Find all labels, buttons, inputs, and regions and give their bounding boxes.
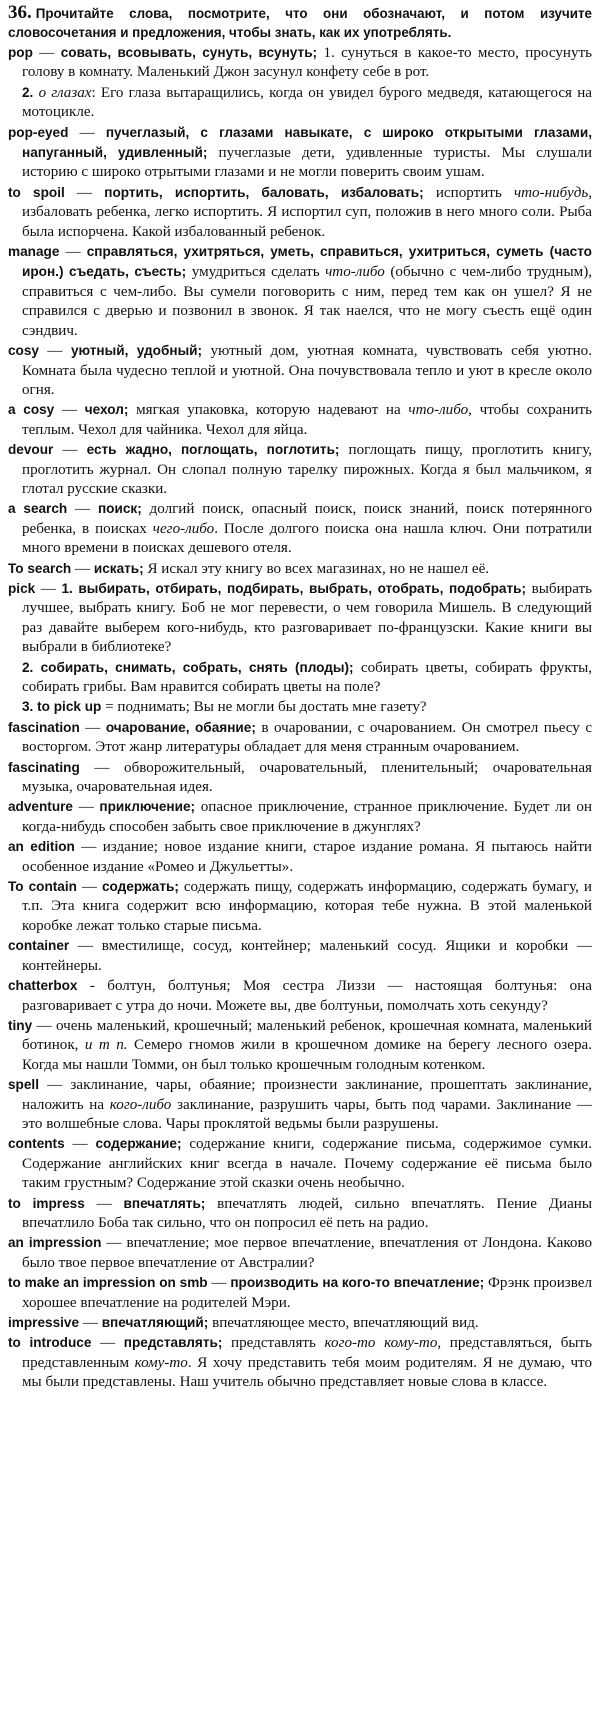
vocabulary-entry: chatterbox - болтун, болтунья; Моя сестра Лиззи — настоящая болтунья: она разговаривает с утра до ночи. Можете вы, две болтуньи, помолчать хоть секунду? [8, 978, 593, 1014]
vocabulary-entry: tiny — очень маленький, крошечный; маленький ребенок, крошечная комната, маленький ботинок, и т п. Семеро гномов жили в крошечном домике на берегу лесного озера. Когда мы нашли Томми, он был только крошечным голодным котенком. [8, 1017, 592, 1073]
example-text: (обычно с чем-либо трудным), справиться с чем-либо. Вы сумели поговорить с ним, перед тем как он ушел? Я не справился с дверью и позвонил в звонок. Я так наелся, что не могу съесть ещё один сэндвич. [22, 264, 592, 339]
vocabulary-entry: a search — поиск; долгий поиск, опасный поиск, поиск знаний, поиск потерянного ребенка, в поисках чего-либо. После долгого поиска она нашла ключ. Они потратили много времени в поисках дешевого отеля. [8, 501, 593, 557]
vocabulary-entry: an impression — впечатление; мое первое впечатление, впечатления от Лондона. Каково было твое первое впечатление от Австралии? [8, 1235, 593, 1271]
headword: adventure [8, 799, 73, 815]
vocabulary-entry: manage — справляться, ухитряться, уметь, справиться, ухитриться, суметь (часто ирон.) съедать, съесть; умудриться сделать что-либо (обычно с чем-либо трудным), справиться с чем-либо. Вы сумели поговорить с ним, перед тем как он ушел? Я не справился с дверью и позвонил в звонок. Я так наелся, что не могу съесть ещё один сэндвич. [8, 244, 592, 339]
example-text: кому-то [134, 1354, 188, 1371]
vocabulary-entry: fascination — очарование, обаяние; в очаровании, с очарованием. Он смотрел пьесу с восторгом. Этот жанр литературы обладает для меня странным очарованием. [8, 719, 593, 756]
example-text: . Я хочу представить тебя моим родителям. Я не думаю, что мы были представлены. Наш учитель обычно представляет новые слова в классе. [22, 1354, 592, 1391]
example-text: чего-либо [152, 520, 215, 537]
vocabulary-entry: impressive — впечатляющий; впечатляющее место, впечатляющий вид. [8, 1315, 479, 1331]
definition: пучеглазый, с глазами навыкате, с широко открытыми глазами, напуганный, удивленный; [22, 124, 592, 161]
example-text: что-либо [325, 264, 385, 281]
example-text: умудриться сделать [191, 264, 326, 281]
example-text: мягкая упаковка, которую надевают на [136, 402, 409, 419]
headword: to impress [8, 1195, 85, 1211]
headword: contents [8, 1136, 65, 1152]
definition: поиск; [97, 501, 142, 517]
example-text: заклинание, чары, обаяние; произнести заклинание, прошептать заклинание, наложить на [22, 1077, 593, 1113]
definition: искать; [93, 560, 144, 576]
definition: представлять; [123, 1335, 223, 1351]
examples [22, 1235, 592, 1270]
headword: devour [8, 442, 54, 458]
example-text: очень маленький, крошечный; маленький ребенок, крошечная комната, маленький ботинок, [22, 1017, 592, 1054]
vocabulary-entry: adventure — приключение; опасное приключение, странное приключение. Будет ли он когда-нибудь способен забыть свое приключение в джунглях? [8, 799, 593, 835]
vocabulary-entry: a cosy — чехол; мягкая упаковка, которую надевают на что-либо, чтобы сохранить теплым. Чехол для чайника. Чехол для яйца. [8, 402, 592, 438]
examples [22, 1077, 592, 1132]
definition: совать, всовывать, сунуть, всунуть; [60, 45, 318, 60]
headword: pop [8, 45, 33, 60]
definition: портить, испортить, баловать, избаловать; [104, 184, 424, 200]
examples [22, 760, 592, 795]
example-text: и т п. [84, 1037, 128, 1054]
definition: впечатлять; [123, 1195, 206, 1211]
definition: очарование, обаяние; [105, 719, 256, 735]
vocabulary-entry: to impress — впечатлять; впечатлять людей, сильно впечатлять. Пение Дианы впечатлило Боба так сильно, что он попросил её петь на радио. [8, 1195, 592, 1231]
example-text: : Его глаза вытаращились, когда он увидел бурого медведя, катающегося на мотоцикле. [22, 84, 592, 121]
definition: приключение; [99, 799, 196, 815]
example-text: представлять [231, 1335, 325, 1352]
definition: справляться, ухитряться, уметь, справиться, ухитриться, суметь (часто ирон.) съедать, съесть; [22, 244, 592, 280]
headword: tiny [8, 1017, 33, 1033]
headword: an impression [8, 1235, 102, 1251]
vocabulary-entry: fascinating — обворожительный, очаровательный, пленительный; очаровательная музыка, очаровательная идея. [8, 759, 593, 796]
vocabulary-entry: to make an impression on smb — производить на кого-то впечатление; Фрэнк произвел хорошее впечатление на родителей Мэри. [8, 1275, 593, 1311]
examples [147, 561, 489, 577]
example-text: кого-либо [109, 1096, 172, 1113]
headword: to spoil [8, 184, 65, 200]
vocabulary-entry [8, 83, 592, 123]
examples [22, 938, 592, 973]
vocabulary-entry: an edition — издание; новое издание книги, старое издание романа. Я пытаюсь найти особенное издание «Ромео и Джульетты». [8, 839, 592, 875]
headword: To search [8, 560, 72, 576]
example-text: в очаровании, с очарованием. Он смотрел пьесу с восторгом. Этот жанр литературы обладает для меня странным очарованием. [22, 719, 593, 756]
example-text: = поднимать; Вы не могли бы достать мне газету? [105, 699, 427, 716]
headword: pop-eyed [8, 124, 69, 140]
headword: a cosy [8, 402, 55, 418]
headword: to make an impression on smb [8, 1275, 208, 1291]
examples [22, 978, 592, 1013]
vocabulary-entry: to spoil — портить, испортить, баловать, избаловать; испортить что-нибудь, избаловать ребенка, легко испортить. Я испортил суп, положив в него много соли. Рыба была испорчена. Какой избалованный ребенок. [8, 184, 592, 240]
definition: уютный, удобный; [70, 343, 203, 359]
vocabulary-entry: pick — 1. выбирать, отбирать, подбирать, выбрать, отобрать, подобрать; выбирать лучшее, выбрать книгу. Боб не мог перевести, о чем говорила Мишель. В следующий раз давайте выберем кого-нибудь, кто разговаривает по-французски. Какие книги вы выбрали в библиотеке? [8, 580, 592, 656]
example-text: опасное приключение, странное приключение. Будет ли он когда-нибудь способен забыть свое приключение в джунглях? [22, 799, 593, 835]
vocabulary-entry: contents — содержание; содержание книги, содержание письма, содержимое сумки. Содержание английских книг всегда в начале. Почему содержание её письма было таким грустным? Содержание этой сказки очень необычно. [8, 1136, 593, 1192]
sense-number: 2. [22, 659, 34, 675]
headword: spell [8, 1077, 39, 1093]
headword: To contain [8, 879, 77, 895]
example-text: Семеро гномов жили в крошечном домике на берегу лесного озера. Когда мы нашли Томми, он был только крошечным голодным котенком. [22, 1037, 592, 1073]
headword: fascination [8, 719, 80, 735]
definition: содержание; [95, 1136, 182, 1152]
sense-number: 3. [22, 699, 34, 715]
sense-number: 2. [22, 84, 34, 100]
example-text: Я искал эту книгу во всех магазинах, но не нашел её. [147, 560, 490, 577]
definition: есть жадно, поглощать, поглотить; [86, 442, 340, 458]
headword: a search [8, 501, 68, 517]
exercise-number: 36. [8, 2, 32, 23]
vocabulary-entry: to introduce — представлять; представлять кого-то кому-то, представляться, быть представленным кому-то. Я хочу представить тебя моим родителям. Я не думаю, что мы были представлены. Наш учитель обычно представляет новые слова в классе. [8, 1335, 593, 1391]
headword: chatterbox [8, 978, 78, 994]
example-text: кого-то кому-то [324, 1335, 438, 1352]
example-text: о глазах [38, 84, 92, 101]
examples [22, 1196, 592, 1231]
example-text: долгий поиск, опасный поиск, поиск знаний, поиск потерянного ребенка, в поисках [22, 501, 592, 537]
definition: чехол; [84, 402, 129, 418]
headword: manage [8, 244, 60, 260]
example-text: , представляться, быть представленным [22, 1335, 593, 1371]
headword: to introduce [8, 1335, 92, 1351]
example-text: содержать пищу, содержать информацию, содержать бумагу, и т.п. Эта книга содержит всю информацию, которая тебе нужна. В этой маленькой коробке лежат только старые письма. [22, 879, 592, 934]
examples [22, 1335, 592, 1390]
example-text: собирать цветы, собирать фрукты, собирать грибы. Вам нравится собирать цветы на поле? [22, 659, 593, 695]
example-text: издание; новое издание книги, старое издание романа. Я пытаюсь найти особенное издание «Ромео и Джульетты». [22, 839, 592, 875]
example-text: болтун, болтунья; Моя сестра Лиззи — настоящая болтунья: она разговаривает с утра до ночи. Можете вы, две болтуньи, помолчать хоть секунду? [22, 978, 593, 1014]
vocabulary-entry: cosy — уютный, удобный; уютный дом, уютная комната, чувствовать себя уютно. Комната была чудесно теплой и уютной. Она почувствовала тепло и уют в кресле около огня. [8, 343, 592, 398]
examples [105, 699, 427, 715]
vocabulary-entry: container — вместилище, сосуд, контейнер; маленький сосуд. Ящики и коробки — контейнеры. [8, 938, 592, 974]
vocabulary-list [8, 43, 592, 1393]
vocabulary-entry: To search — искать; Я искал эту книгу во всех магазинах, но не нашел её. [8, 560, 490, 577]
definition: впечатляющий; [101, 1315, 209, 1330]
headword: cosy [8, 343, 39, 359]
examples [212, 1315, 479, 1331]
example-text: что-нибудь [513, 184, 589, 201]
example-text: 1. сунуться в какое-то место, просунуть голову в комнату. Маленький Джон засунул конфету себе в рот. [22, 45, 593, 81]
definition: содержать; [101, 879, 179, 895]
headword: impressive [8, 1315, 80, 1330]
definition: to pick up [37, 699, 102, 715]
example-text: поглощать пищу, проглотить книгу, проглотить журнал. Он слопал полную тарелку пирожных. Когда я был мальчиком, я глотал русские сказки. [22, 442, 592, 497]
headword: pick [8, 580, 36, 596]
example-text: Фрэнк произвел хорошее впечатление на родителей Мэри. [22, 1275, 593, 1311]
example-text: выбирать лучшее, выбрать книгу. Боб не мог перевести, о чем говорила Мишель. В следующий раз давайте выберем кого-нибудь, кто разговаривает по-французски. Какие книги вы выбрали в библиотеке? [22, 580, 592, 656]
vocabulary-entry: To contain — содержать; содержать пищу, содержать информацию, содержать бумагу, и т.п. Эта книга содержит всю информацию, которая тебе нужна. В этой маленькой коробке лежат только старые письма. [8, 879, 592, 934]
exercise-instruction: Прочитайте слова, посмотрите, что они обозначают, и потом изучите словосочетания и предложения, чтобы знать, как их употреблять. [8, 6, 592, 40]
example-text: впечатление; мое первое впечатление, впечатления от Лондона. Каково было твое первое впечатление от Австралии? [22, 1235, 593, 1271]
example-text: . После долгого поиска она нашла ключ. Они потратили много времени в поисках дешевого отеля. [22, 520, 593, 557]
examples [22, 85, 592, 120]
headword: container [8, 938, 70, 954]
example-text: обворожительный, очаровательный, пленительный; очаровательная музыка, очаровательная идея. [22, 759, 593, 796]
examples [22, 1018, 592, 1073]
vocabulary-entry: devour — есть жадно, поглощать, поглотить; поглощать пищу, проглотить книгу, проглотить журнал. Он слопал полную тарелку пирожных. Когда я был мальчиком, я глотал русские сказки. [8, 442, 592, 497]
exercise-header [8, 4, 592, 42]
example-text: заклинание, разрушить чары, быть под чарами. Заклинание — это волшебные слова. Чары проклятой ведьмы были разрушены. [22, 1096, 592, 1132]
example-text: вместилище, сосуд, контейнер; маленький сосуд. Ящики и коробки — контейнеры. [22, 938, 592, 974]
definition: 1. выбирать, отбирать, подбирать, выбрать, отобрать, подобрать; [61, 580, 527, 596]
example-text: впечатляющее место, впечатляющий вид. [212, 1315, 479, 1331]
examples [22, 839, 592, 874]
headword: an edition [8, 839, 75, 855]
definition: производить на кого-то впечатление; [230, 1275, 485, 1291]
example-text: испортить [435, 184, 514, 201]
example-text: пучеглазые дети, удивленные туристы. Мы слушали историю с широко отрытыми глазами и не могли поверить своим ушам. [22, 145, 592, 181]
example-text: уютный дом, уютная комната, чувствовать себя уютно. Комната была чудесно теплой и уютной. Она почувствовала тепло и уют в кресле около огня. [22, 343, 592, 398]
definition: собирать, снимать, собрать, снять (плоды); [40, 659, 354, 675]
vocabulary-entry [8, 658, 592, 698]
example-text: впечатлять людей, сильно впечатлять. Пение Дианы впечатлило Боба так сильно, что он попросил её петь на радио. [22, 1195, 592, 1231]
example-text: , избаловать ребенка, легко испортить. Я испортил суп, положив в него много соли. Рыба была испорчена. Какой избалованный ребенок. [22, 184, 592, 240]
example-text: содержание книги, содержание письма, содержимое сумки. Содержание английских книг всегда в начале. Почему содержание её письма было таким грустным? Содержание этой сказки очень необычно. [22, 1136, 593, 1192]
example-text: , чтобы сохранить теплым. Чехол для чайника. Чехол для яйца. [22, 402, 592, 438]
vocabulary-entry: pop — совать, всовывать, сунуть, всунуть; 1. сунуться в какое-то место, просунуть голову в комнату. Маленький Джон засунул конфету себе в рот. [8, 45, 593, 81]
vocabulary-entry [8, 697, 592, 717]
vocabulary-entry: pop-eyed — пучеглазый, с глазами навыкате, с широко открытыми глазами, напуганный, удивленный; пучеглазые дети, удивленные туристы. Мы слушали историю с широко отрытыми глазами и не могли поверить своим ушам. [8, 124, 592, 181]
vocabulary-entry: spell — заклинание, чары, обаяние; произнести заклинание, прошептать заклинание, наложить на кого-либо заклинание, разрушить чары, быть под чарами. Заклинание — это волшебные слова. Чары проклятой ведьмы были разрушены. [8, 1077, 593, 1132]
example-text: что-либо [408, 402, 469, 419]
headword: fascinating [8, 759, 80, 775]
